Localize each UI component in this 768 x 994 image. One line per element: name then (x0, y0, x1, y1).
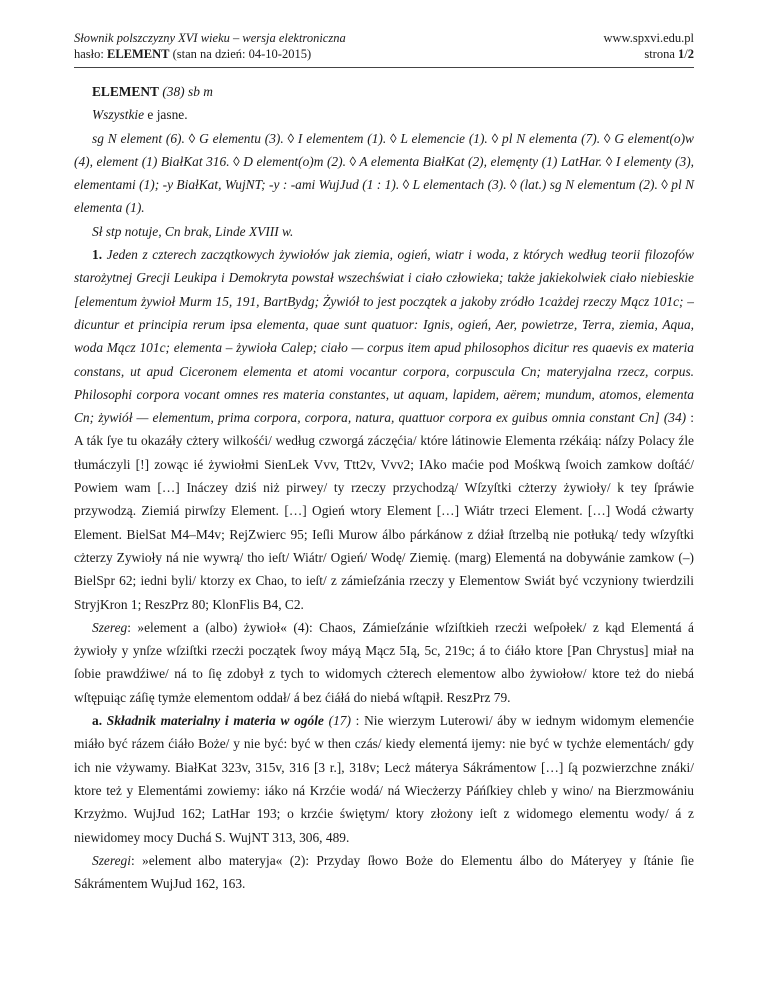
header-right (603, 30, 694, 62)
sense-1: 1. Jeden z czterech zaczątkowych żywiołów jak ziemia, ogień, wiatr i woda, z których według teorii filozofów starożytnej Grecji Leukipa i Demokryta powstał wszechświat i ciało człowieka; także jakiekolwiek ciało niebieskie [elementum żywioł Murm 15, 191, BartBydg; Żywiół to jest początek a jakoby zródło 1cażdej rzeczy Mącz 101c; – dicuntur et principia rerum ipsa elementa, quae sunt quatuor: Ignis, ogień, Aer, powietrze, Terra, ziemia, Aqua, woda Mącz 101c; elementa – żywioła Calep; ciało — corpus item apud philosophos dicitur res quaevis ex materia constans, ut apud Ciceronem elementa et atomi vocantur corpora, corpuscula Cn; materyjalna rzecz, corpus. Philosophi corpora vocant omnes res materia constantes, ut aquam, lapidem, aërem; mundum, atomos, elementa Cn; żywiół — elementum, prima corpora, corpora, natura, quattuor corpora ex guibus omnia constant Cn] (34) : A ták ſye tu okazáły cżtery wilkośći/ według czworgá záczęćia/ które látinowie Elementa rzékáią: náſzy Polacy źle tłumáczyli [!] zowąc ié żywiołmi SienLek Vvv, Ttt2v, Vvv2; IAko maćie pod Mośkwą ſwoich zamkow doſtáć/ Powiem wam […] Ináczey dziś niż pirwey/ ty rzeczy przychodzą/ Wſzyſtki cżterzy żywioły/ k tey ſpráwie przywodzą. Ziemiá pirwſzy Element. […] Ogień wtory Element […] Wiátr trzeci Element. […] Wodá cżwarty Element. BielSat M4–M4v; RejZwierc 95; Ieſli Murow álbo párkánow z dźiał ſtrzelbą nie potłuką/ tedy wſzyſtki cżterzy Zywioły ná nie wywrą/ tho ieſt/ Wiátr/ Ogień/ Wodę/ Ziemię. (marg) Elementá na dobywánie zamkow (–) BielSpr 62; iedni byli/ ktorzy ex Chao, to ieſt/ z zámieſzánia rzeczy y Elementow Swiát być vczyniony twierdzili StryjKron 1; ReszPrz 80; KlonFlis B4, C2. (74, 247, 694, 612)
inflection-paragraph: sg N element (6). ◊ G elementu (3). ◊ I elementem (1). ◊ L elemencie (1). ◊ pl N elementa (7). ◊ G element(o)w (4), element (1) BiałKat 316. ◊ D element(o)m (2). ◊ A elementa BiałKat (2), elemęnty (1) LatHar. ◊ I elementy (3), elementami (1); -y BiałKat, WujNT; -y : -ami WujJud (1 : 1). ◊ L elementach (3). ◊ (lat.) sg N elementum (2). ◊ pl N elementa (1). (74, 130, 694, 216)
page-indicator: strona 1/2 (644, 47, 694, 61)
entry-headline: ELEMENT (38) sb m (92, 84, 213, 99)
forms-note: Wszystkie e jasne. (92, 107, 188, 123)
dictionary-title: Słownik polszczyzny XVI wieku – wersja elektroniczna (74, 31, 346, 45)
entry-status: hasło: ELEMENT (stan na dzień: 04-10-2015) (74, 47, 312, 61)
sources-note: Sł stp notuje, Cn brak, Linde XVIII w. (92, 223, 294, 239)
site-url[interactable]: www.spxvi.edu.pl (603, 31, 694, 45)
szereg-1: Szereg: »element a (albo) żywioł« (4): Chaos, Zámieſzánie wſziſtkieh rzecżi weſpołek/ z kąd Elementá á żywioły y ynſze wſziſtki rzecżi początek ſwoy máyą Mącz 5Ią, 5c, 219c; á to ćiáło ktore [Pan Chrystus] miał na ſobie prawdźiwe/ ná to ſię zdobył z tych to widomych cżterech elementow albo żywiołow/ ktore też do niebá wſtępuiąc záſię tymże elementom oddał/ á bez ćiáłá do niebá wſtąpił. ReszPrz 79. (74, 619, 694, 705)
header-left (74, 30, 346, 62)
entry-body (74, 80, 694, 895)
header-divider (74, 67, 694, 68)
sense-a: a. Składnik materialny i materia w ogóle (17) : Nie wierzym Luterowi/ áby w iednym widomym elemenćie miáło być rázem ćiáło Boże/ y nie być: być w then czás/ kiedy elementá ijemy: nie być w tychże elementách/ gdy ich nie vżywamy. BiałKat 323v, 315v, 316 [3 r.], 318v; Lecż máterya Sákrámentow […] ſą pozwierzchne znáki/ ktore też y Elementámi zowiemy: iáko ná Krzćie wodá/ ná Wiecżerzy Páńſkiey chleb y wino/ na Bierzmowániu Krzyżmo. WujJud 162; LatHar 193; o krzćie świętym/ ktory złożony ieſt z widomego elementu wody/ á z niewidomey mocy Duchá S. WujNT 313, 306, 489. (74, 713, 694, 845)
szereg-2: Szeregi: »element albo materyja« (2): Przyday ſłowo Boże do Elementu álbo do Máteryey y ſtánie ſie Sákrámentem WujJud 162, 163. (74, 852, 694, 892)
